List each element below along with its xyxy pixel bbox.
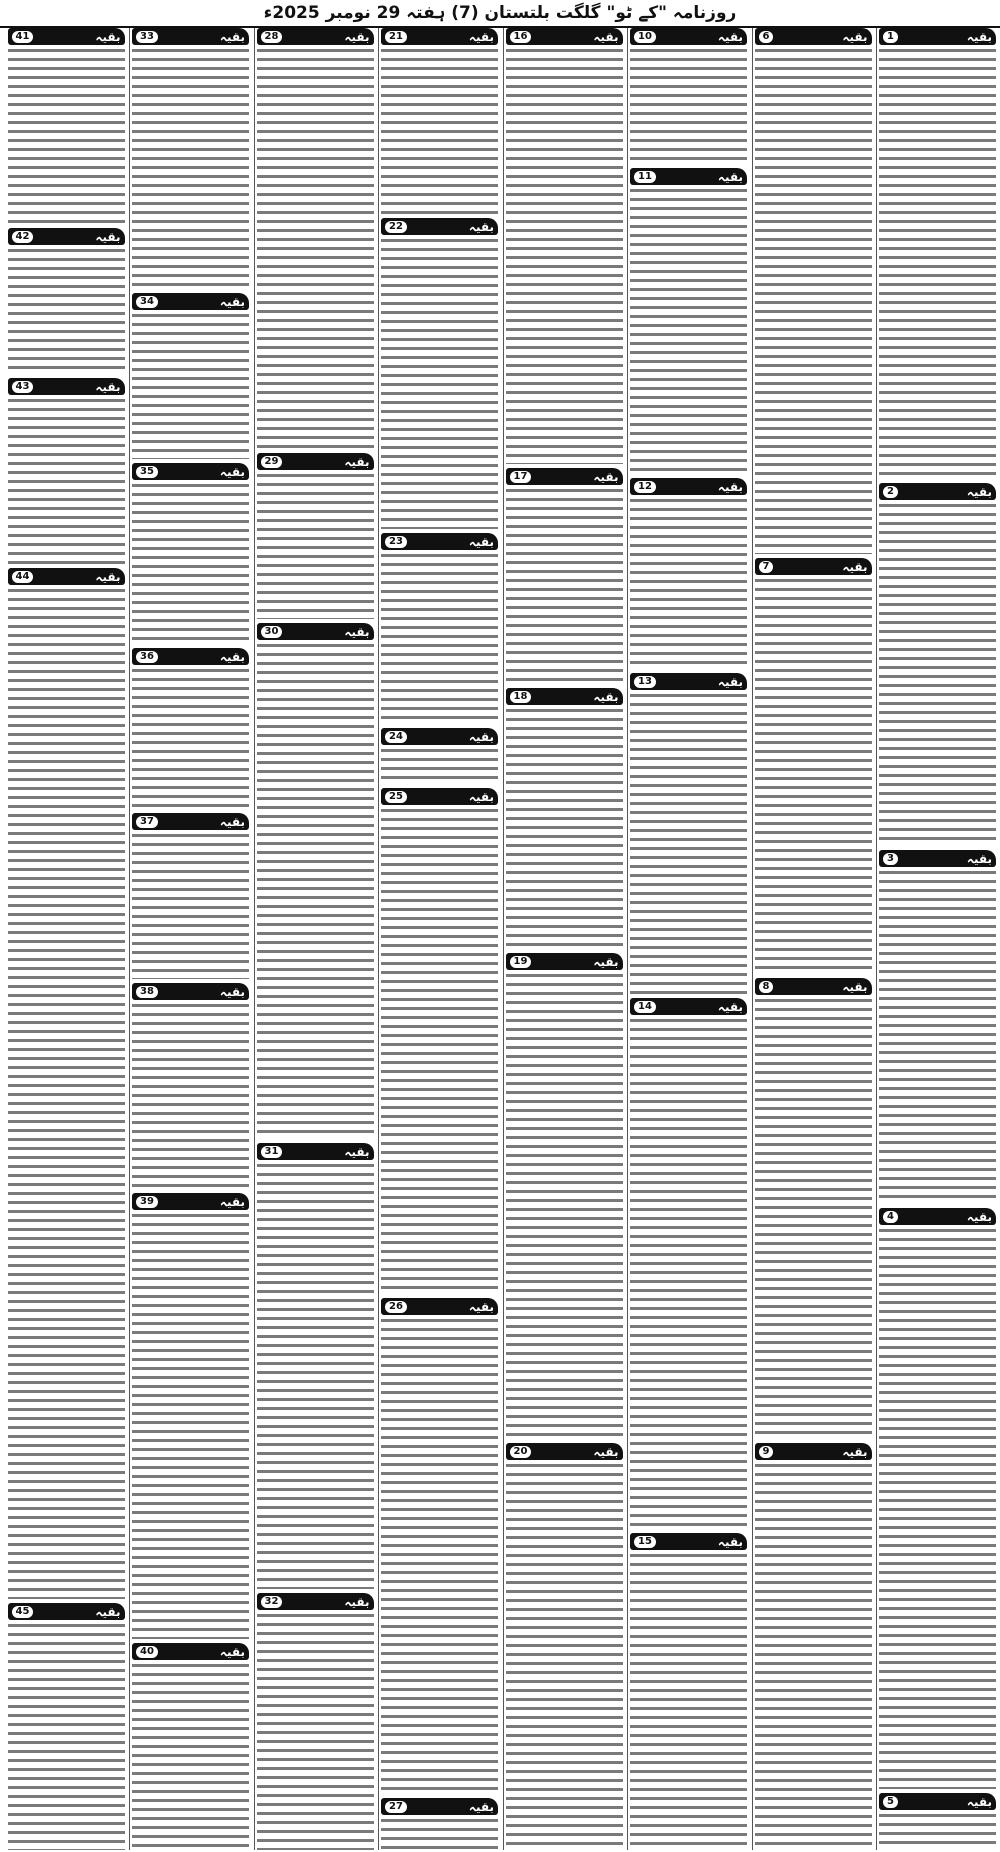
article-body-text [381, 1317, 498, 1794]
continuation-label: بقیہ [344, 454, 370, 469]
continuation-block [755, 558, 872, 974]
article-body-text [506, 707, 623, 949]
continuation-number: 9 [759, 1446, 774, 1458]
continuation-label: بقیہ [95, 29, 121, 44]
continuation-number: 18 [510, 691, 532, 703]
continuation-header [132, 1643, 249, 1660]
continuation-label: بقیہ [219, 814, 245, 829]
article-body-text [755, 997, 872, 1439]
continuation-label: بقیہ [717, 999, 743, 1014]
continuation-number: 13 [634, 676, 656, 688]
continuation-label: بقیہ [344, 624, 370, 639]
continuation-number: 27 [385, 1801, 407, 1813]
continuation-header [381, 1798, 498, 1815]
continuation-label: بقیہ [842, 1444, 868, 1459]
article-body-text [132, 312, 249, 459]
continuation-label: بقیہ [468, 219, 494, 234]
continuation-block [132, 648, 249, 809]
continuation-block [630, 478, 747, 669]
continuation-label: بقیہ [966, 851, 992, 866]
continuation-label: بقیہ [219, 294, 245, 309]
continuation-block [381, 533, 498, 724]
continuation-header [506, 688, 623, 705]
continuation-number: 41 [12, 31, 34, 43]
continuation-number: 19 [510, 956, 532, 968]
article-body-text [879, 1227, 996, 1789]
continuation-header [132, 463, 249, 480]
article-body-text [755, 1462, 872, 1850]
continuation-header [257, 1593, 374, 1610]
continuation-number: 34 [136, 296, 158, 308]
continuation-label: بقیہ [468, 729, 494, 744]
page-masthead: روزنامہ "کے ٹو" گلگت بلتستان (7) ہفتہ 29 نومبر 2025ء [0, 0, 1000, 28]
continuation-header [257, 1143, 374, 1160]
continuation-block [132, 813, 249, 979]
continuation-block [257, 1143, 374, 1589]
continuation-header [132, 1193, 249, 1210]
continuation-block [506, 468, 623, 684]
continuation-number: 14 [634, 1001, 656, 1013]
article-body-text [879, 502, 996, 846]
article-body-text [381, 807, 498, 1294]
article-body-text [257, 472, 374, 619]
continuation-number: 2 [883, 486, 898, 498]
continuation-header [381, 788, 498, 805]
article-body-text [381, 747, 498, 784]
continuation-block [132, 28, 249, 289]
page-column [627, 28, 749, 1850]
continuation-block [879, 850, 996, 1204]
continuation-number: 32 [261, 1596, 283, 1608]
continuation-header [506, 953, 623, 970]
continuation-block [630, 998, 747, 1529]
continuation-label: بقیہ [95, 1604, 121, 1619]
continuation-label: بقیہ [219, 984, 245, 999]
article-body-text [381, 237, 498, 529]
continuation-block [381, 218, 498, 529]
continuation-block [879, 1208, 996, 1789]
continuation-label: بقیہ [219, 29, 245, 44]
continuation-header [755, 558, 872, 575]
continuation-block [132, 293, 249, 459]
continuation-header [381, 1298, 498, 1315]
continuation-label: بقیہ [95, 569, 121, 584]
continuation-block [755, 1443, 872, 1850]
continuation-header [381, 533, 498, 550]
article-body-text [132, 1212, 249, 1639]
continuation-block [257, 1593, 374, 1850]
continuation-number: 20 [510, 1446, 532, 1458]
article-body-text [630, 187, 747, 474]
continuation-block [132, 1643, 249, 1850]
continuation-number: 29 [261, 456, 283, 468]
article-body-text [630, 497, 747, 669]
continuation-number: 44 [12, 571, 34, 583]
continuation-label: بقیہ [344, 1594, 370, 1609]
continuation-header [755, 1443, 872, 1460]
continuation-label: بقیہ [842, 559, 868, 574]
article-body-text [257, 1612, 374, 1850]
continuation-label: بقیہ [468, 1299, 494, 1314]
continuation-number: 8 [759, 981, 774, 993]
article-body-text [8, 587, 125, 1599]
page-column [254, 28, 376, 1850]
continuation-number: 33 [136, 31, 158, 43]
continuation-number: 15 [634, 1536, 656, 1548]
continuation-block [132, 1193, 249, 1639]
continuation-number: 17 [510, 471, 532, 483]
continuation-block [879, 483, 996, 846]
continuation-number: 40 [136, 1646, 158, 1658]
continuation-header [257, 623, 374, 640]
page-column [129, 28, 251, 1850]
continuation-header [879, 28, 996, 45]
continuation-header [132, 648, 249, 665]
continuation-label: بقیہ [966, 29, 992, 44]
article-body-text [506, 487, 623, 684]
continuation-block [630, 1533, 747, 1850]
continuation-number: 25 [385, 791, 407, 803]
continuation-header [381, 28, 498, 45]
article-body-text [257, 47, 374, 449]
continuation-label: بقیہ [593, 29, 619, 44]
continuation-number: 45 [12, 1606, 34, 1618]
article-body-text [257, 642, 374, 1139]
continuation-number: 39 [136, 1196, 158, 1208]
article-body-text [381, 552, 498, 724]
continuation-header [8, 28, 125, 45]
continuation-label: بقیہ [842, 979, 868, 994]
continuation-label: بقیہ [468, 29, 494, 44]
article-body-text [879, 47, 996, 479]
continuation-block [381, 1298, 498, 1794]
continuation-label: بقیہ [717, 169, 743, 184]
continuation-label: بقیہ [593, 689, 619, 704]
continuation-header [630, 168, 747, 185]
continuation-block [8, 378, 125, 564]
article-body-text [8, 247, 125, 374]
continuation-block [630, 673, 747, 994]
continuation-block [257, 453, 374, 619]
article-body-text [506, 47, 623, 464]
continuation-label: بقیہ [966, 484, 992, 499]
continuation-label: بقیہ [219, 649, 245, 664]
continuation-number: 37 [136, 816, 158, 828]
continuation-block [381, 728, 498, 784]
continuation-header [132, 983, 249, 1000]
continuation-header [8, 568, 125, 585]
continuation-number: 23 [385, 536, 407, 548]
article-body-text [879, 869, 996, 1204]
continuation-block [506, 688, 623, 949]
continuation-label: بقیہ [717, 674, 743, 689]
continuation-header [381, 728, 498, 745]
continuation-label: بقیہ [468, 789, 494, 804]
article-body-text [506, 1462, 623, 1850]
continuation-block [132, 983, 249, 1189]
page-column [6, 28, 127, 1850]
article-body-text [132, 832, 249, 979]
continuation-block [381, 788, 498, 1294]
continuation-header [630, 478, 747, 495]
continuation-label: بقیہ [593, 1444, 619, 1459]
continuation-number: 30 [261, 626, 283, 638]
article-body-text [8, 397, 125, 564]
continuation-label: بقیہ [593, 469, 619, 484]
continuation-label: بقیہ [966, 1794, 992, 1809]
continuation-header [506, 1443, 623, 1460]
continuation-block [506, 28, 623, 464]
continuation-number: 3 [883, 853, 898, 865]
page-column [752, 28, 874, 1850]
continuation-block [879, 28, 996, 479]
page-column [876, 28, 998, 1850]
continuation-number: 1 [883, 31, 898, 43]
continuation-label: بقیہ [95, 229, 121, 244]
continuation-number: 16 [510, 31, 532, 43]
continuation-label: بقیہ [219, 1194, 245, 1209]
article-body-text [630, 1552, 747, 1850]
continuation-block [381, 1798, 498, 1850]
continuation-header [132, 293, 249, 310]
continuation-header [755, 28, 872, 45]
newspaper-page [2, 28, 998, 1850]
continuation-label: بقیہ [344, 29, 370, 44]
continuation-block [8, 1603, 125, 1850]
article-body-text [132, 482, 249, 644]
continuation-number: 7 [759, 561, 774, 573]
continuation-block [257, 623, 374, 1139]
continuation-header [132, 813, 249, 830]
continuation-number: 24 [385, 731, 407, 743]
continuation-number: 5 [883, 1796, 898, 1808]
continuation-label: بقیہ [95, 379, 121, 394]
article-body-text [879, 1812, 996, 1850]
continuation-header [879, 1793, 996, 1810]
continuation-label: بقیہ [468, 534, 494, 549]
continuation-number: 12 [634, 481, 656, 493]
continuation-block [630, 168, 747, 474]
continuation-block [506, 953, 623, 1439]
continuation-header [506, 468, 623, 485]
continuation-label: بقیہ [219, 464, 245, 479]
continuation-block [506, 1443, 623, 1850]
continuation-header [8, 228, 125, 245]
article-body-text [755, 47, 872, 554]
continuation-block [630, 28, 747, 164]
continuation-label: بقیہ [468, 1799, 494, 1814]
continuation-block [132, 463, 249, 644]
continuation-block [8, 568, 125, 1599]
continuation-header [257, 453, 374, 470]
continuation-number: 31 [261, 1146, 283, 1158]
continuation-number: 22 [385, 221, 407, 233]
continuation-header [8, 378, 125, 395]
article-body-text [8, 47, 125, 224]
continuation-number: 26 [385, 1301, 407, 1313]
article-body-text [381, 47, 498, 214]
article-body-text [132, 1662, 249, 1850]
continuation-header [755, 978, 872, 995]
continuation-label: بقیہ [966, 1209, 992, 1224]
continuation-header [381, 218, 498, 235]
continuation-header [257, 28, 374, 45]
continuation-block [755, 28, 872, 554]
continuation-header [879, 483, 996, 500]
continuation-number: 43 [12, 381, 34, 393]
continuation-header [8, 1603, 125, 1620]
continuation-block [8, 228, 125, 374]
continuation-number: 36 [136, 651, 158, 663]
continuation-number: 28 [261, 31, 283, 43]
article-body-text [630, 1017, 747, 1529]
continuation-label: بقیہ [717, 1534, 743, 1549]
article-body-text [257, 1162, 374, 1589]
continuation-block [879, 1793, 996, 1850]
continuation-block [257, 28, 374, 449]
continuation-header [132, 28, 249, 45]
continuation-label: بقیہ [219, 1644, 245, 1659]
continuation-number: 38 [136, 986, 158, 998]
continuation-block [755, 978, 872, 1439]
article-body-text [381, 1817, 498, 1850]
continuation-header [630, 998, 747, 1015]
continuation-label: بقیہ [842, 29, 868, 44]
continuation-header [879, 1208, 996, 1225]
continuation-number: 21 [385, 31, 407, 43]
article-body-text [8, 1622, 125, 1850]
continuation-block [8, 28, 125, 224]
page-column [378, 28, 500, 1850]
continuation-header [506, 28, 623, 45]
continuation-header [630, 673, 747, 690]
article-body-text [630, 692, 747, 994]
article-body-text [132, 47, 249, 289]
continuation-number: 42 [12, 231, 34, 243]
continuation-number: 6 [759, 31, 774, 43]
continuation-header [879, 850, 996, 867]
continuation-block [381, 28, 498, 214]
continuation-number: 10 [634, 31, 656, 43]
article-body-text [506, 972, 623, 1439]
continuation-number: 4 [883, 1211, 898, 1223]
continuation-header [630, 1533, 747, 1550]
continuation-label: بقیہ [593, 954, 619, 969]
article-body-text [755, 577, 872, 974]
page-column [503, 28, 625, 1850]
continuation-number: 11 [634, 171, 656, 183]
continuation-label: بقیہ [717, 29, 743, 44]
continuation-number: 35 [136, 466, 158, 478]
article-body-text [132, 667, 249, 809]
continuation-header [630, 28, 747, 45]
continuation-label: بقیہ [344, 1144, 370, 1159]
article-body-text [132, 1002, 249, 1189]
continuation-label: بقیہ [717, 479, 743, 494]
article-body-text [630, 47, 747, 164]
